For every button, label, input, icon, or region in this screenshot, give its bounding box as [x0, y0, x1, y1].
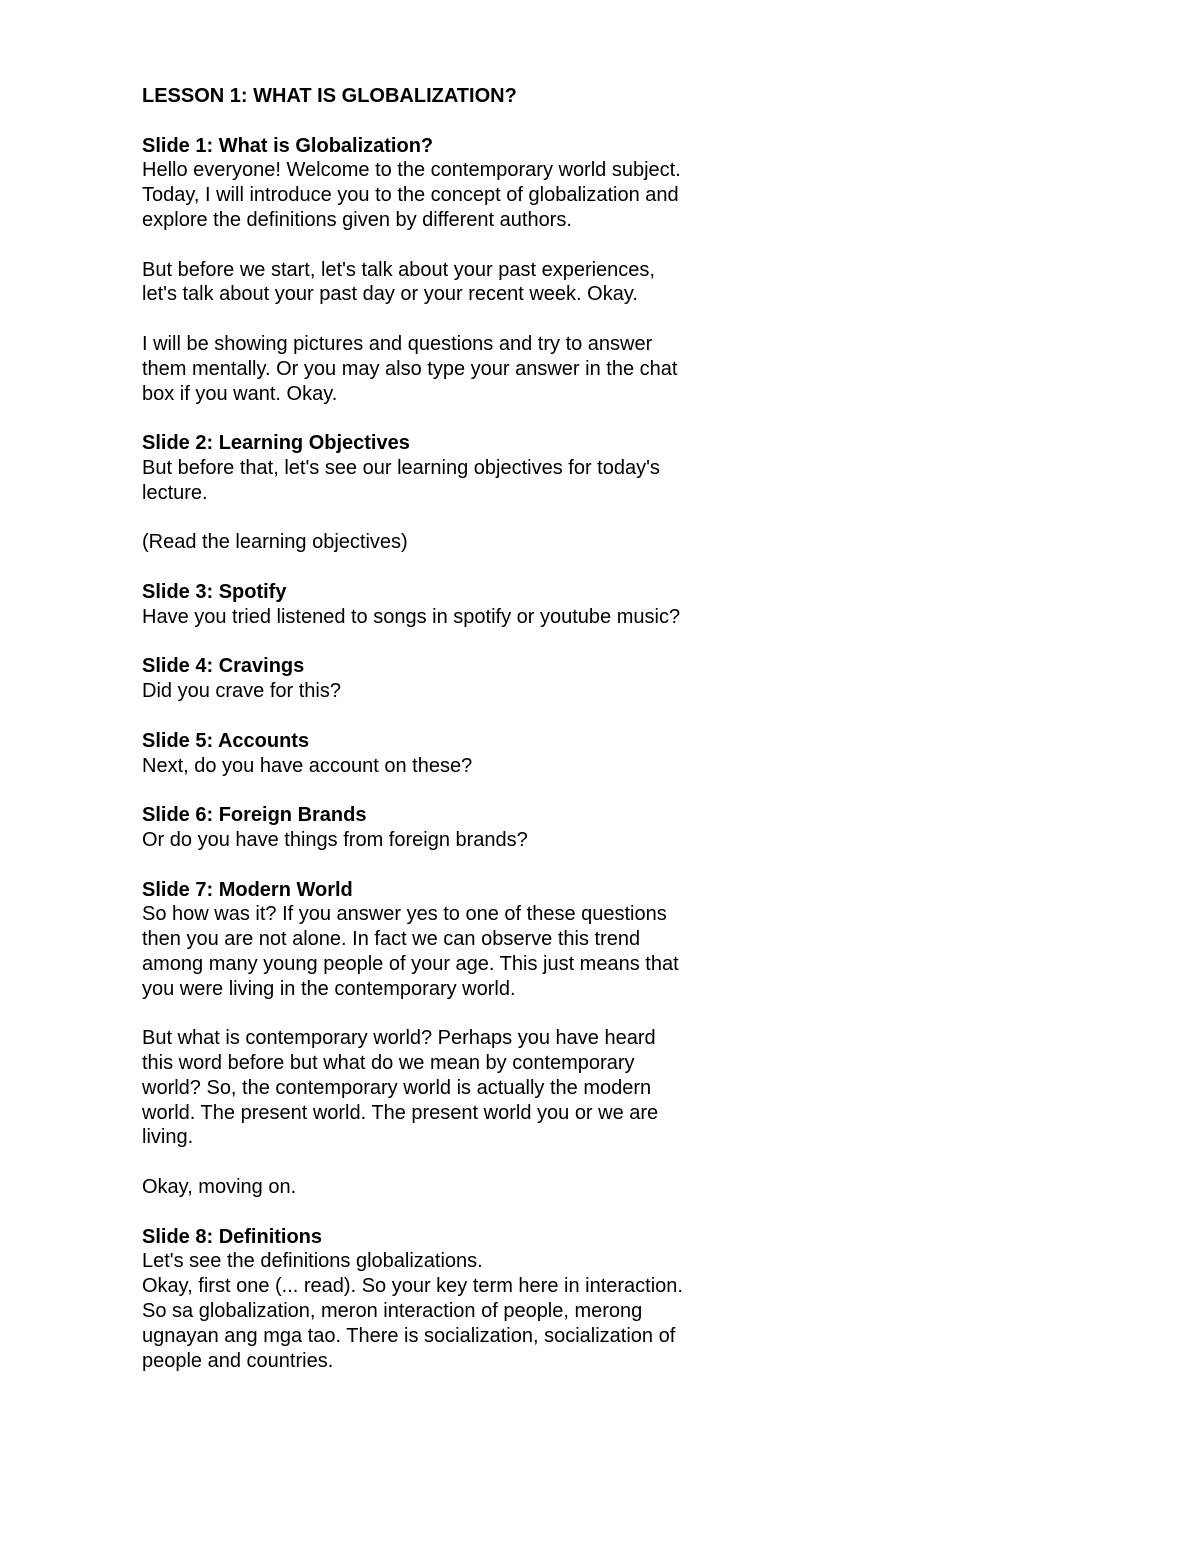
slide-section	[142, 654, 762, 704]
paragraph-line: Let's see the definitions globalizations.	[142, 1250, 483, 1273]
slide-paragraph	[142, 605, 762, 630]
slide-heading: Slide 1: What is Globalization?	[142, 134, 434, 157]
slide-heading: Slide 2: Learning Objectives	[142, 432, 410, 455]
slide-heading: Slide 8: Definitions	[142, 1225, 323, 1248]
paragraph-line: So how was it? If you answer yes to one of these questions	[142, 903, 667, 926]
slide-heading: Slide 5: Accounts	[142, 729, 310, 752]
slide-section	[142, 729, 762, 779]
paragraph-line: Or do you have things from foreign brands?	[142, 828, 528, 851]
paragraph-line: people and countries.	[142, 1349, 334, 1372]
paragraph-line: Hello everyone! Welcome to the contemporary world subject.	[142, 159, 681, 182]
slide-section	[142, 803, 762, 853]
slide-heading: Slide 4: Cravings	[142, 655, 305, 678]
slide-paragraph	[142, 456, 762, 506]
slide-paragraph	[142, 754, 762, 779]
paragraph-line: lecture.	[142, 481, 208, 504]
paragraph-line: Did you crave for this?	[142, 680, 341, 703]
paragraph-line: So sa globalization, meron interaction of people, merong	[142, 1300, 643, 1323]
slide-section	[142, 1225, 762, 1374]
document-title: LESSON 1: WHAT IS GLOBALIZATION?	[142, 85, 517, 107]
paragraph-line: Next, do you have account on these?	[142, 754, 473, 777]
slide-paragraph	[142, 530, 762, 555]
slide-paragraph	[142, 902, 762, 1001]
paragraph-line: I will be showing pictures and questions and try to answer	[142, 332, 653, 355]
slide-paragraph	[142, 158, 762, 232]
slide-paragraph	[142, 258, 762, 308]
paragraph-line: Today, I will introduce you to the concept of globalization and	[142, 184, 679, 207]
paragraph-line: Okay, moving on.	[142, 1176, 297, 1199]
paragraph-line: But before that, let's see our learning objectives for today's	[142, 456, 660, 479]
slide-heading: Slide 6: Foreign Brands	[142, 804, 367, 827]
paragraph-line: But what is contemporary world? Perhaps you have heard	[142, 1027, 656, 1050]
paragraph-line: them mentally. Or you may also type your answer in the chat	[142, 357, 678, 380]
paragraph-line: But before we start, let's talk about your past experiences,	[142, 258, 655, 281]
paragraph-line: then you are not alone. In fact we can observe this trend	[142, 928, 641, 951]
slide-paragraph	[142, 1026, 762, 1150]
paragraph-line: among many young people of your age. This just means that	[142, 952, 679, 975]
slide-section	[142, 580, 762, 630]
slide-paragraph	[142, 828, 762, 853]
slide-section	[142, 878, 762, 1200]
slide-paragraph	[142, 332, 762, 406]
paragraph-line: let's talk about your past day or your recent week. Okay.	[142, 283, 638, 306]
paragraph-line: you were living in the contemporary world.	[142, 977, 516, 1000]
paragraph-line: Have you tried listened to songs in spotify or youtube music?	[142, 605, 681, 628]
paragraph-line: ugnayan ang mga tao. There is socialization, socialization of	[142, 1324, 676, 1347]
slide-section	[142, 134, 762, 407]
slide-paragraph	[142, 1249, 762, 1373]
slides-list	[142, 134, 762, 1374]
slide-paragraph	[142, 679, 762, 704]
paragraph-line: living.	[142, 1126, 194, 1149]
slide-paragraph	[142, 1175, 762, 1200]
document-page	[142, 84, 762, 1398]
slide-heading: Slide 7: Modern World	[142, 878, 353, 901]
paragraph-line: this word before but what do we mean by contemporary	[142, 1052, 635, 1075]
paragraph-line: explore the definitions given by different authors.	[142, 208, 572, 231]
paragraph-line: world. The present world. The present world you or we are	[142, 1101, 659, 1124]
paragraph-line: Okay, first one (... read). So your key term here in interaction.	[142, 1275, 683, 1298]
slide-heading: Slide 3: Spotify	[142, 580, 287, 603]
paragraph-line: world? So, the contemporary world is actually the modern	[142, 1076, 652, 1099]
slide-section	[142, 431, 762, 555]
paragraph-line: (Read the learning objectives)	[142, 531, 408, 554]
paragraph-line: box if you want. Okay.	[142, 382, 338, 405]
